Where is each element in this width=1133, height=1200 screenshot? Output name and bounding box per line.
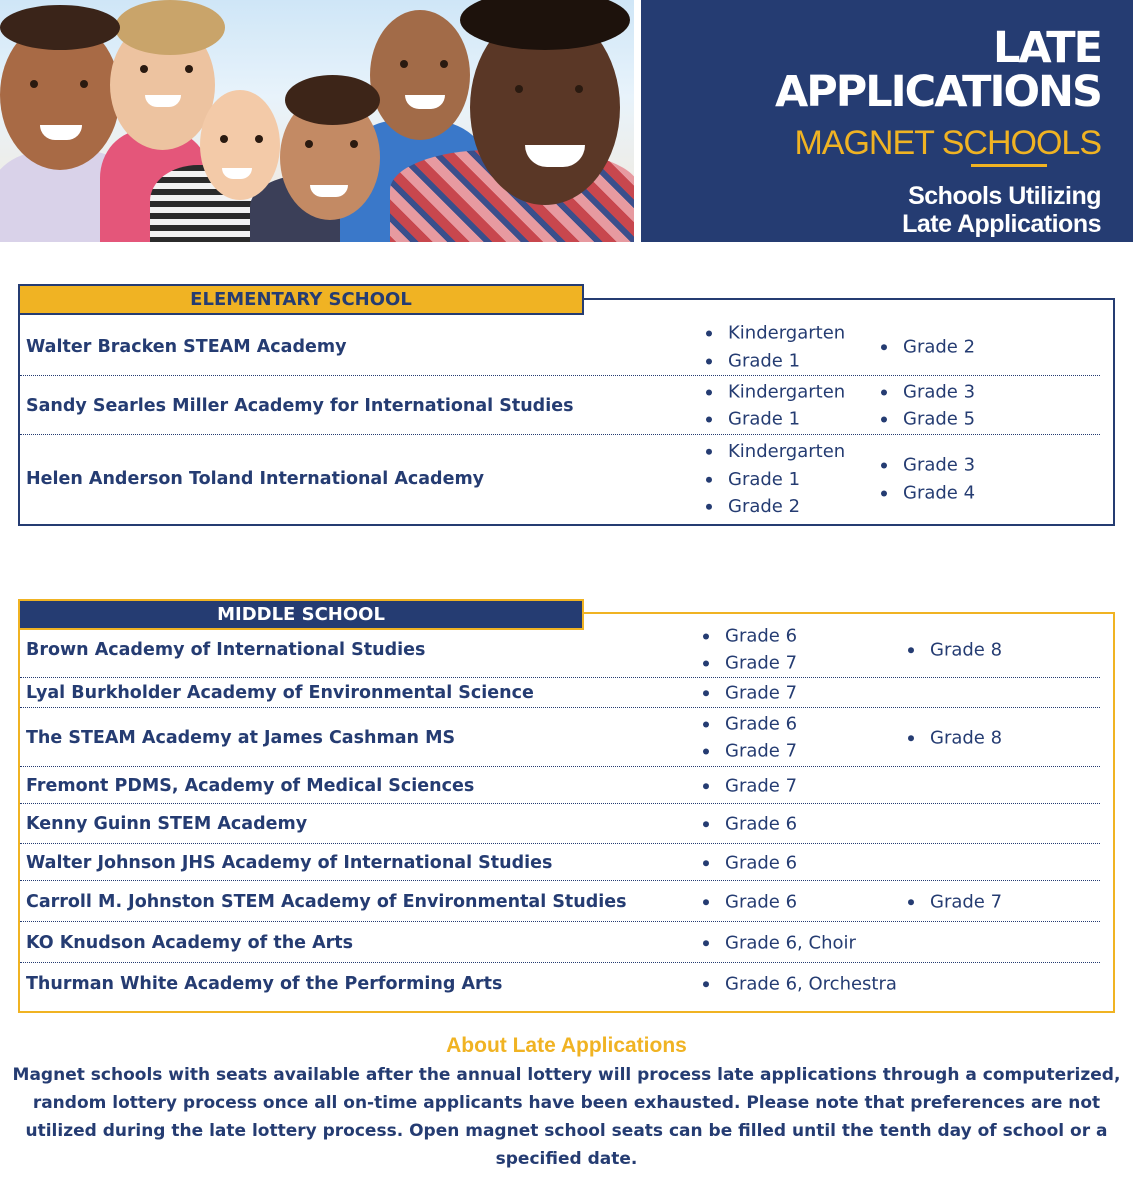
grade-list-1	[701, 679, 797, 707]
grade-item: Grade 8	[906, 636, 1002, 664]
grade-item: Grade 7	[701, 679, 797, 707]
school-row	[20, 882, 1100, 922]
school-row	[20, 845, 1100, 881]
grade-item: Grade 3	[879, 452, 975, 480]
school-row	[20, 622, 1100, 678]
grade-list-1	[704, 320, 845, 375]
school-row	[20, 436, 1100, 522]
page-subtitle: MAGNET SCHOOLS	[794, 124, 1101, 162]
grade-item: Grade 6, Choir	[701, 929, 856, 957]
school-name: Carroll M. Johnston STEM Academy of Environmental Studies	[26, 891, 627, 912]
school-row	[20, 768, 1100, 804]
subtitle-divider	[971, 164, 1047, 167]
grade-list-1	[704, 438, 845, 521]
grade-item: Grade 7	[906, 888, 1002, 916]
elementary-heading: ELEMENTARY SCHOOL	[18, 284, 584, 315]
grade-list-1	[701, 888, 797, 916]
school-row	[20, 319, 1100, 376]
grade-item: Kindergarten	[704, 438, 845, 466]
grade-item: Grade 6	[701, 849, 797, 877]
grade-item: Grade 1	[704, 406, 845, 434]
grade-list-2	[879, 333, 975, 361]
school-name: Thurman White Academy of the Performing Arts	[26, 974, 503, 994]
grade-item: Kindergarten	[704, 378, 845, 406]
grade-list-1	[701, 810, 797, 838]
school-row	[20, 805, 1100, 844]
title-line-2: APPLICATIONS	[774, 67, 1101, 117]
grade-list-1	[701, 772, 797, 800]
grade-item: Grade 7	[701, 738, 797, 766]
grade-item: Grade 6	[701, 622, 797, 650]
page-tagline	[902, 182, 1101, 238]
about-body: Magnet schools with seats available after the annual lottery will process late applications through a computerized, random lottery process once all on-time applicants have been exhausted. Please note that preferences are not utilized during the late lottery process. Open magnet school seats can be filled until the tenth day of school or a specified date.	[12, 1065, 1121, 1169]
school-name: Walter Johnson JHS Academy of International Studies	[26, 852, 553, 873]
middle-heading: MIDDLE SCHOOL	[18, 599, 584, 630]
header-banner	[641, 0, 1133, 242]
grade-item: Kindergarten	[704, 320, 845, 348]
grade-item: Grade 1	[704, 347, 845, 375]
grade-list-1	[701, 970, 897, 998]
grade-item: Grade 6, Orchestra	[701, 970, 897, 998]
header-photo-children	[0, 0, 634, 242]
grade-item: Grade 5	[879, 406, 975, 434]
grade-list-2	[906, 888, 1002, 916]
grade-list-2	[906, 724, 1002, 752]
title-line-1: LATE	[992, 23, 1101, 73]
school-name: Brown Academy of International Studies	[26, 639, 426, 660]
school-name: Helen Anderson Toland International Academy	[26, 469, 485, 489]
school-row	[20, 923, 1100, 963]
tagline-line-1: Schools Utilizing	[908, 182, 1101, 210]
school-row	[20, 679, 1100, 708]
school-name: The STEAM Academy at James Cashman MS	[26, 727, 456, 748]
grade-item: Grade 6	[701, 810, 797, 838]
grade-list-2	[879, 378, 975, 433]
school-name: Lyal Burkholder Academy of Environmental Science	[26, 683, 534, 703]
grade-item: Grade 4	[879, 479, 975, 507]
grade-list-1	[701, 849, 797, 877]
grade-list-2	[879, 452, 975, 507]
school-name: Fremont PDMS, Academy of Medical Sciences	[26, 775, 475, 796]
grade-list-1	[701, 710, 797, 765]
grade-list-1	[701, 622, 797, 677]
grade-item: Grade 1	[704, 465, 845, 493]
school-row	[20, 709, 1100, 767]
school-name: Walter Bracken STEAM Academy	[26, 337, 347, 357]
grade-item: Grade 2	[879, 333, 975, 361]
page-title	[774, 23, 1101, 117]
school-name: Sandy Searles Miller Academy for International Studies	[26, 395, 574, 416]
grade-item: Grade 7	[701, 650, 797, 678]
grade-item: Grade 6	[701, 710, 797, 738]
tagline-line-2: Late Applications	[902, 210, 1101, 238]
grade-item: Grade 7	[701, 772, 797, 800]
grade-item: Grade 6	[701, 888, 797, 916]
grade-list-1	[701, 929, 856, 957]
about-title: About Late Applications	[446, 1034, 687, 1057]
grade-item: Grade 8	[906, 724, 1002, 752]
school-name: KO Knudson Academy of the Arts	[26, 932, 354, 953]
grade-list-2	[906, 636, 1002, 664]
grade-item: Grade 2	[704, 493, 845, 521]
school-row	[20, 964, 1100, 1004]
school-name: Kenny Guinn STEM Academy	[26, 814, 308, 834]
grade-item: Grade 3	[879, 378, 975, 406]
grade-list-1	[704, 378, 845, 433]
school-row	[20, 377, 1100, 435]
